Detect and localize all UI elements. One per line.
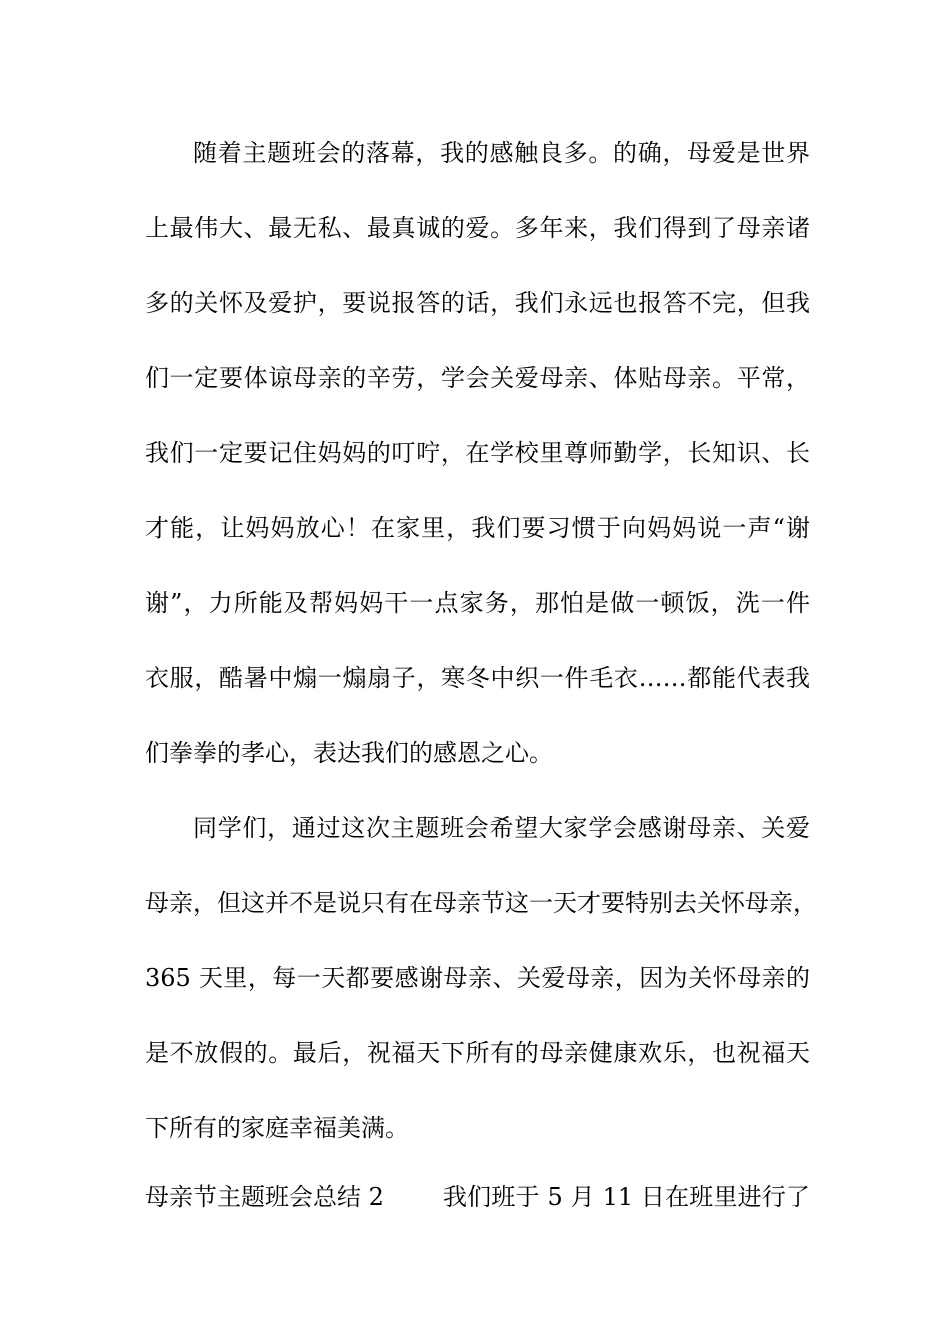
paragraph-1-line-5: 我们一定要记住妈妈的叮咛，在学校里尊师勤学，长知识、长 [145,439,810,467]
paragraph-2-line-3: 365 天里，每一天都要感谢母亲、关爱母亲，因为关怀母亲的 [145,964,810,992]
paragraph-1-line-3: 多的关怀及爱护，要说报答的话，我们永远也报答不完，但我 [145,289,810,317]
paragraph-1-line-2: 上最伟大、最无私、最真诚的爱。多年来，我们得到了母亲诸 [145,214,810,242]
paragraph-2-line-4: 是不放假的。最后，祝福天下所有的母亲健康欢乐，也祝福天 [145,1039,810,1067]
paragraph-1-line-7: 谢”，力所能及帮妈妈干一点家务，那怕是做一顿饭，洗一件 [145,589,810,617]
paragraph-2-line-2: 母亲，但这并不是说只有在母亲节这一天才要特别去关怀母亲， [145,889,817,917]
paragraph-1-line-1: 随着主题班会的落幕，我的感触良多。的确，母爱是世界 [193,139,810,167]
section-first-line: 我们班于 5 月 11 日在班里进行了 [443,1183,810,1211]
paragraph-1-line-9: 们拳拳的孝心，表达我们的感恩之心。 [145,739,553,767]
paragraph-2-line-5: 下所有的家庭幸福美满。 [145,1114,409,1142]
section-heading-line [145,1182,810,1212]
paragraph-1-line-6: 才能，让妈妈放心！在家里，我们要习惯于向妈妈说一声“谢 [145,514,810,542]
section-title: 母亲节主题班会总结 2 [145,1183,384,1211]
paragraph-1-line-4: 们一定要体谅母亲的辛劳，学会关爱母亲、体贴母亲。平常， [145,364,810,392]
paragraph-2-line-1: 同学们，通过这次主题班会希望大家学会感谢母亲、关爱 [193,814,810,842]
paragraph-1-line-8: 衣服，酷暑中煽一煽扇子，寒冬中织一件毛衣……都能代表我 [145,664,810,692]
